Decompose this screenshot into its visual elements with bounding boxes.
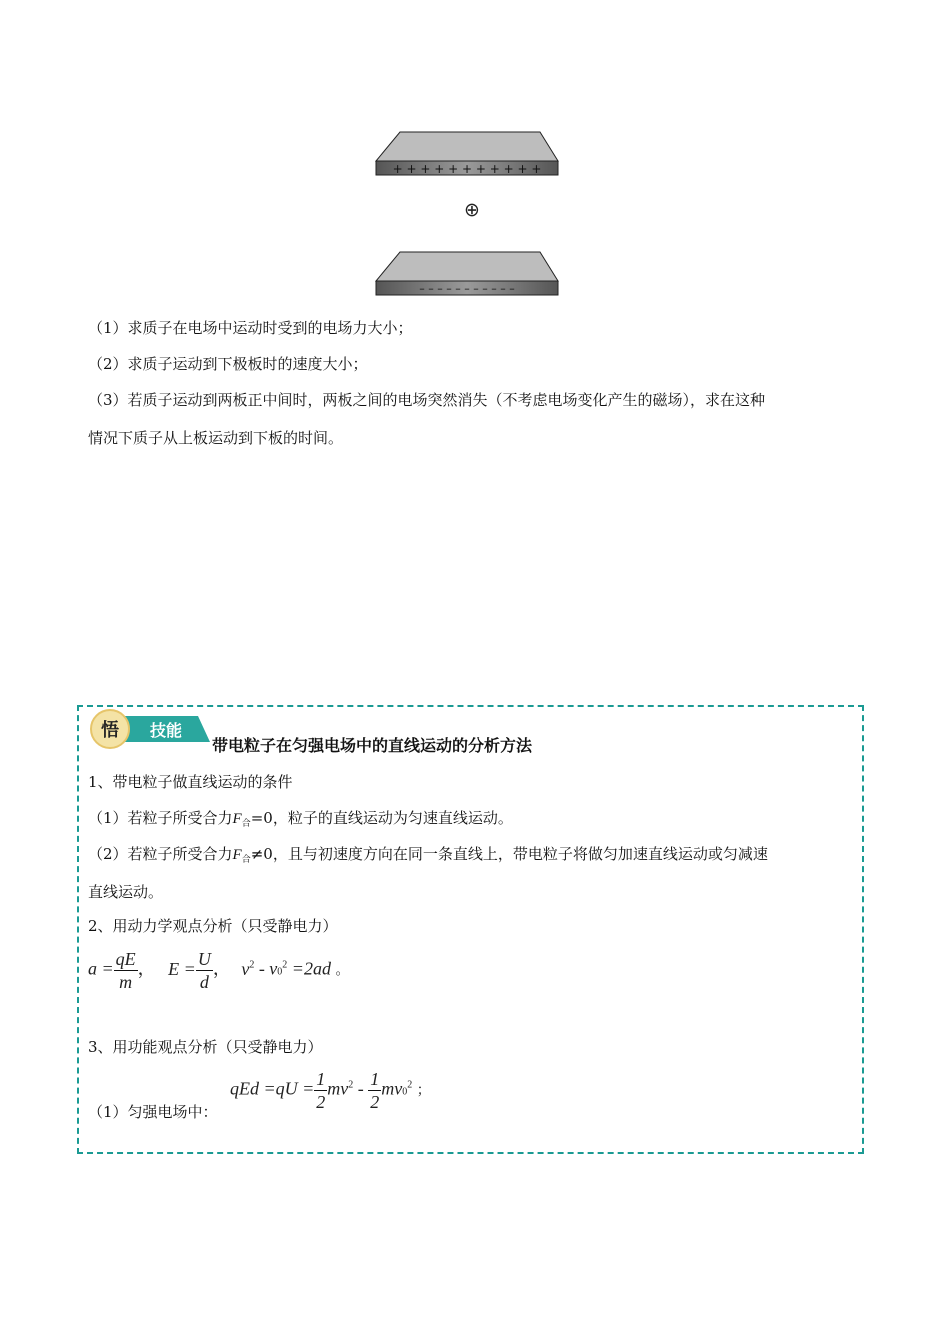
top-plate (376, 132, 558, 176)
question-3-continued: 情况下质子从上板运动到下板的时间。 (88, 429, 344, 447)
dynamics-formulas: a = $\frac{qE}{m}$ ， E = $\frac{U}{d}$ ， $v^2 - v0^2 =2ad$ 。 (88, 949, 350, 992)
uniform-field-label: （1）匀强电场中： (88, 1103, 218, 1121)
skill-badge (88, 708, 212, 750)
section-title: 带电粒子在匀强电场中的直线运动的分析方法 (212, 736, 533, 755)
bottom-plate-charges: – – – – – – – – – – – (419, 282, 515, 295)
condition-heading: 1、带电粒子做直线运动的条件 (88, 773, 293, 791)
question-2: （2）求质子运动到下极板时的速度大小； (88, 355, 368, 373)
condition-2: （2）若粒子所受合力$F_合\ne 0$，且与初速度方向在同一条直线上，带电粒子将做匀加速直线运动或匀减速 (88, 845, 768, 865)
badge-char: 悟 (101, 720, 119, 741)
condition-1: （1）若粒子所受合力$F_合=0$，粒子的直线运动为匀速直线运动。 (88, 809, 513, 829)
bottom-plate (376, 252, 558, 295)
proton-symbol: ⊕ (464, 199, 480, 221)
top-plate-charges: + + + + + + + + + + + (392, 162, 542, 176)
energy-formula: qEd =qU = $\frac{1}{2}$ $mv^2$ - $\frac{1}{2}$ $mv0^2$ ； (230, 1069, 431, 1112)
question-1: （1）求质子在电场中运动时受到的电场力大小； (88, 319, 413, 337)
badge-label: 技能 (149, 721, 183, 740)
question-3: （3）若质子运动到两板正中间时，两板之间的电场突然消失（不考虑电场变化产生的磁场），求在这种 (88, 391, 766, 409)
energy-heading: 3、用功能观点分析（只受静电力） (88, 1038, 323, 1056)
capacitor-figure (370, 125, 570, 305)
condition-2-continued: 直线运动。 (88, 883, 164, 901)
dynamics-heading: 2、用动力学观点分析（只受静电力） (88, 917, 338, 935)
